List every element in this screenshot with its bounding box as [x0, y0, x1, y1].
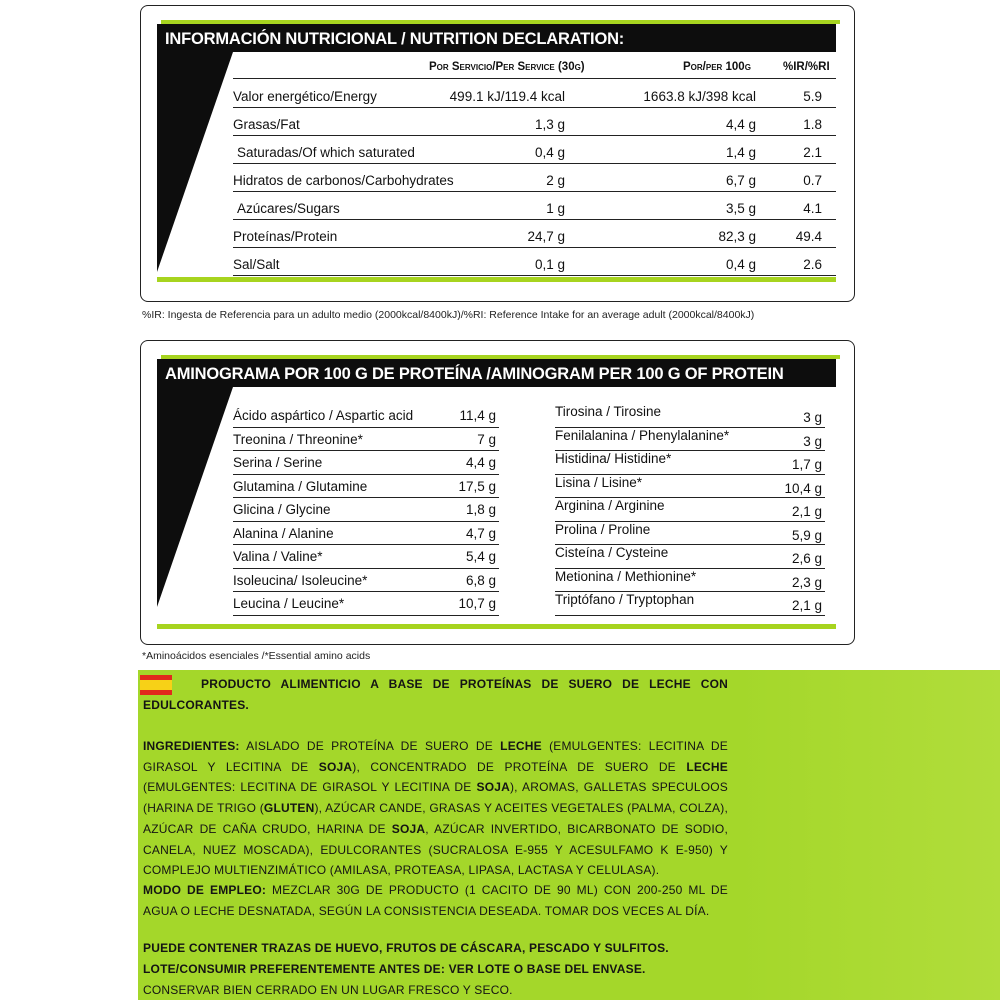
amino-acid-label: Metionina / Methionine* [555, 568, 697, 584]
label-text-box [138, 670, 1000, 1000]
col-per100: Por/per 100g [683, 61, 751, 73]
aminogram-row [233, 591, 499, 616]
amino-acid-value: 2,3 g [791, 574, 822, 590]
per100-value: 6,7 g [725, 173, 756, 188]
lot-text: LOTE/CONSUMIR PREFERENTEMENTE ANTES DE: VER LOTE O BASE DEL ENVASE. [143, 962, 646, 976]
aminogram-row [555, 521, 825, 546]
aminogram-row [233, 403, 499, 428]
nutrient-label: Saturadas/Of which saturated [237, 145, 415, 160]
nutrient-label: Valor energético/Energy [233, 89, 377, 104]
per100-value: 0,4 g [725, 257, 756, 272]
amino-acid-value: 3 g [803, 433, 822, 449]
amino-acid-value: 2,1 g [791, 598, 822, 613]
nutrition-panel [140, 5, 855, 302]
serving-value: 24,7 g [527, 229, 565, 244]
aminogram-row [555, 427, 825, 452]
table-row [233, 191, 836, 220]
ri-value: 4.1 [803, 201, 822, 216]
nutrition-header-row [233, 56, 836, 79]
decorative-triangle [157, 52, 233, 272]
green-divider [157, 277, 836, 282]
amino-acid-value: 4,7 g [465, 525, 496, 541]
table-row [233, 79, 836, 108]
amino-acid-value: 6,8 g [465, 572, 496, 588]
ri-value: 5.9 [803, 89, 822, 104]
aminogram-row [233, 474, 499, 499]
table-row [233, 219, 836, 248]
per100-value: 4,4 g [725, 117, 756, 132]
storage-text: CONSERVAR BIEN CERRADO EN UN LUGAR FRESCO Y SECO. [143, 983, 513, 997]
aminogram-row [555, 403, 825, 428]
serving-value: 499.1 kJ/119.4 kcal [449, 89, 565, 104]
amino-acid-label: Arginina / Arginine [555, 498, 665, 513]
col-serving: Por Servicio/Per Service (30g) [429, 61, 585, 73]
aminogram-row [555, 474, 825, 499]
per100-value: 82,3 g [718, 229, 756, 244]
serving-value: 2 g [546, 173, 565, 188]
aminogram-row [233, 450, 499, 475]
col-ri: %IR/%RI [783, 61, 830, 73]
amino-acid-label: Valina / Valine* [233, 549, 323, 564]
amino-acid-label: Fenilalanina / Phenylalanine* [555, 427, 730, 443]
aminogram-row [233, 497, 499, 522]
amino-acid-label: Histidina/ Histidine* [555, 451, 672, 466]
amino-acid-value: 3 g [803, 410, 822, 425]
amino-acid-value: 10,7 g [458, 596, 496, 611]
aminogram-row [233, 568, 499, 593]
aminogram-row [555, 544, 825, 569]
amino-acid-label: Triptófano / Tryptophan [555, 592, 695, 607]
aminogram-row [555, 450, 825, 475]
amino-acid-value: 10,4 g [784, 480, 822, 496]
table-row [233, 247, 836, 276]
aminogram-footnote: *Aminoácidos esenciales /*Essential amino acids [142, 650, 371, 662]
aminogram-row [555, 568, 825, 593]
ri-value: 49.4 [795, 229, 822, 244]
amino-acid-label: Prolina / Proline [555, 521, 651, 537]
amino-acid-value: 2,6 g [791, 551, 822, 566]
amino-acid-value: 5,9 g [791, 527, 822, 543]
amino-acid-value: 2,1 g [791, 504, 822, 519]
aminogram-row [555, 591, 825, 616]
nutrition-footnote: %IR: Ingesta de Referencia para un adulto medio (2000kcal/8400kJ)/%RI: Reference Intake for an average adult (2000kcal/8400kJ) [142, 309, 755, 321]
ingredients-text: INGREDIENTES: AISLADO DE PROTEÍNA DE SUERO DE LECHE (EMULGENTES: LECITINA DE GIRASOL Y LECITINA DE SOJA), CONCENTRADO DE PROTEÍNA DE SUERO DE LECHE (EMULGENTES: LECITINA DE GIRASOL Y LECITINA DE SOJA), AROMAS, GALLETAS SPECULOOS (HARINA DE TRIGO (GLUTEN), AZÚCAR CANDE, GRASAS Y ACEITES VEGETALES (PALMA, COLZA), AZÚCAR DE CAÑA CRUDO, HARINA DE SOJA, AZÚCAR INVERTIDO, BICARBONATO DE SODIO, CANELA, NUEZ MOSCADA), EDULCORANTES (SUCRALOSA E-955 Y ACESULFAMO K E-950) Y COMPLEJO MULTIENZIMÁTICO (AMILASA, PROTEASA, LIPASA, LACTASA Y CELULASA). [143, 739, 729, 878]
nutrient-label: Hidratos de carbonos/Carbohydrates [233, 173, 454, 188]
product-description: PRODUCTO ALIMENTICIO A BASE DE PROTEÍNAS DE SUERO DE LECHE CON EDULCORANTES. [143, 677, 728, 712]
green-divider [157, 624, 836, 629]
nutrition-title: INFORMACIÓN NUTRICIONAL / NUTRITION DECLARATION: [157, 24, 836, 52]
serving-value: 0,4 g [534, 145, 565, 160]
amino-acid-value: 11,4 g [459, 408, 496, 423]
decorative-triangle [157, 387, 233, 607]
amino-acid-label: Glicina / Glycine [233, 502, 331, 517]
table-row [233, 135, 836, 164]
ri-value: 2.6 [803, 257, 822, 272]
amino-acid-label: Tirosina / Tirosine [555, 404, 662, 419]
ri-value: 2.1 [803, 145, 822, 160]
amino-acid-label: Treonina / Threonine* [233, 431, 363, 447]
table-row [233, 163, 836, 192]
amino-acid-label: Isoleucina/ Isoleucine* [233, 572, 368, 588]
amino-acid-label: Lisina / Lisine* [555, 474, 643, 490]
serving-value: 1 g [546, 201, 565, 216]
serving-value: 0,1 g [534, 257, 565, 272]
amino-acid-value: 1,8 g [465, 502, 496, 517]
per100-value: 1,4 g [725, 145, 756, 160]
amino-acid-label: Ácido aspártico / Aspartic acid [233, 408, 414, 423]
amino-acid-label: Cisteína / Cysteine [555, 545, 669, 560]
aminogram-row [233, 427, 499, 452]
usage-text: MODO DE EMPLEO: MEZCLAR 30G DE PRODUCTO (1 CACITO DE 90 ML) CON 200-250 ML DE AGUA O LECHE DESNATADA, SEGÚN LA CONSISTENCIA DESEADA. TOMAR DOS VECES AL DÍA. [143, 883, 729, 918]
nutrient-label: Proteínas/Protein [233, 229, 338, 244]
table-row [233, 107, 836, 136]
aminogram-row [555, 497, 825, 522]
aminogram-panel [140, 340, 855, 645]
amino-acid-label: Serina / Serine [233, 455, 323, 470]
amino-acid-value: 5,4 g [465, 549, 496, 564]
nutrient-label: Grasas/Fat [233, 117, 300, 132]
amino-acid-value: 7 g [477, 431, 496, 447]
aminogram-row [233, 544, 499, 569]
amino-acid-value: 4,4 g [465, 455, 496, 470]
nutrient-label: Azúcares/Sugars [237, 201, 340, 216]
ri-value: 1.8 [803, 117, 822, 132]
nutrient-label: Sal/Salt [233, 257, 280, 272]
amino-acid-label: Glutamina / Glutamine [233, 478, 368, 494]
aminogram-title: AMINOGRAMA POR 100 G DE PROTEÍNA /AMINOGRAM PER 100 G OF PROTEIN [157, 359, 836, 387]
aminogram-row [233, 521, 499, 546]
traces-text: PUEDE CONTENER TRAZAS DE HUEVO, FRUTOS DE CÁSCARA, PESCADO Y SULFITOS. [143, 941, 669, 955]
amino-acid-label: Leucina / Leucine* [233, 596, 345, 611]
amino-acid-value: 17,5 g [458, 478, 496, 494]
background-fade [738, 670, 1000, 1000]
per100-value: 1663.8 kJ/398 kcal [643, 89, 756, 104]
amino-acid-label: Alanina / Alanine [233, 525, 334, 541]
serving-value: 1,3 g [534, 117, 565, 132]
amino-acid-value: 1,7 g [791, 457, 822, 472]
per100-value: 3,5 g [725, 201, 756, 216]
ri-value: 0.7 [803, 173, 822, 188]
